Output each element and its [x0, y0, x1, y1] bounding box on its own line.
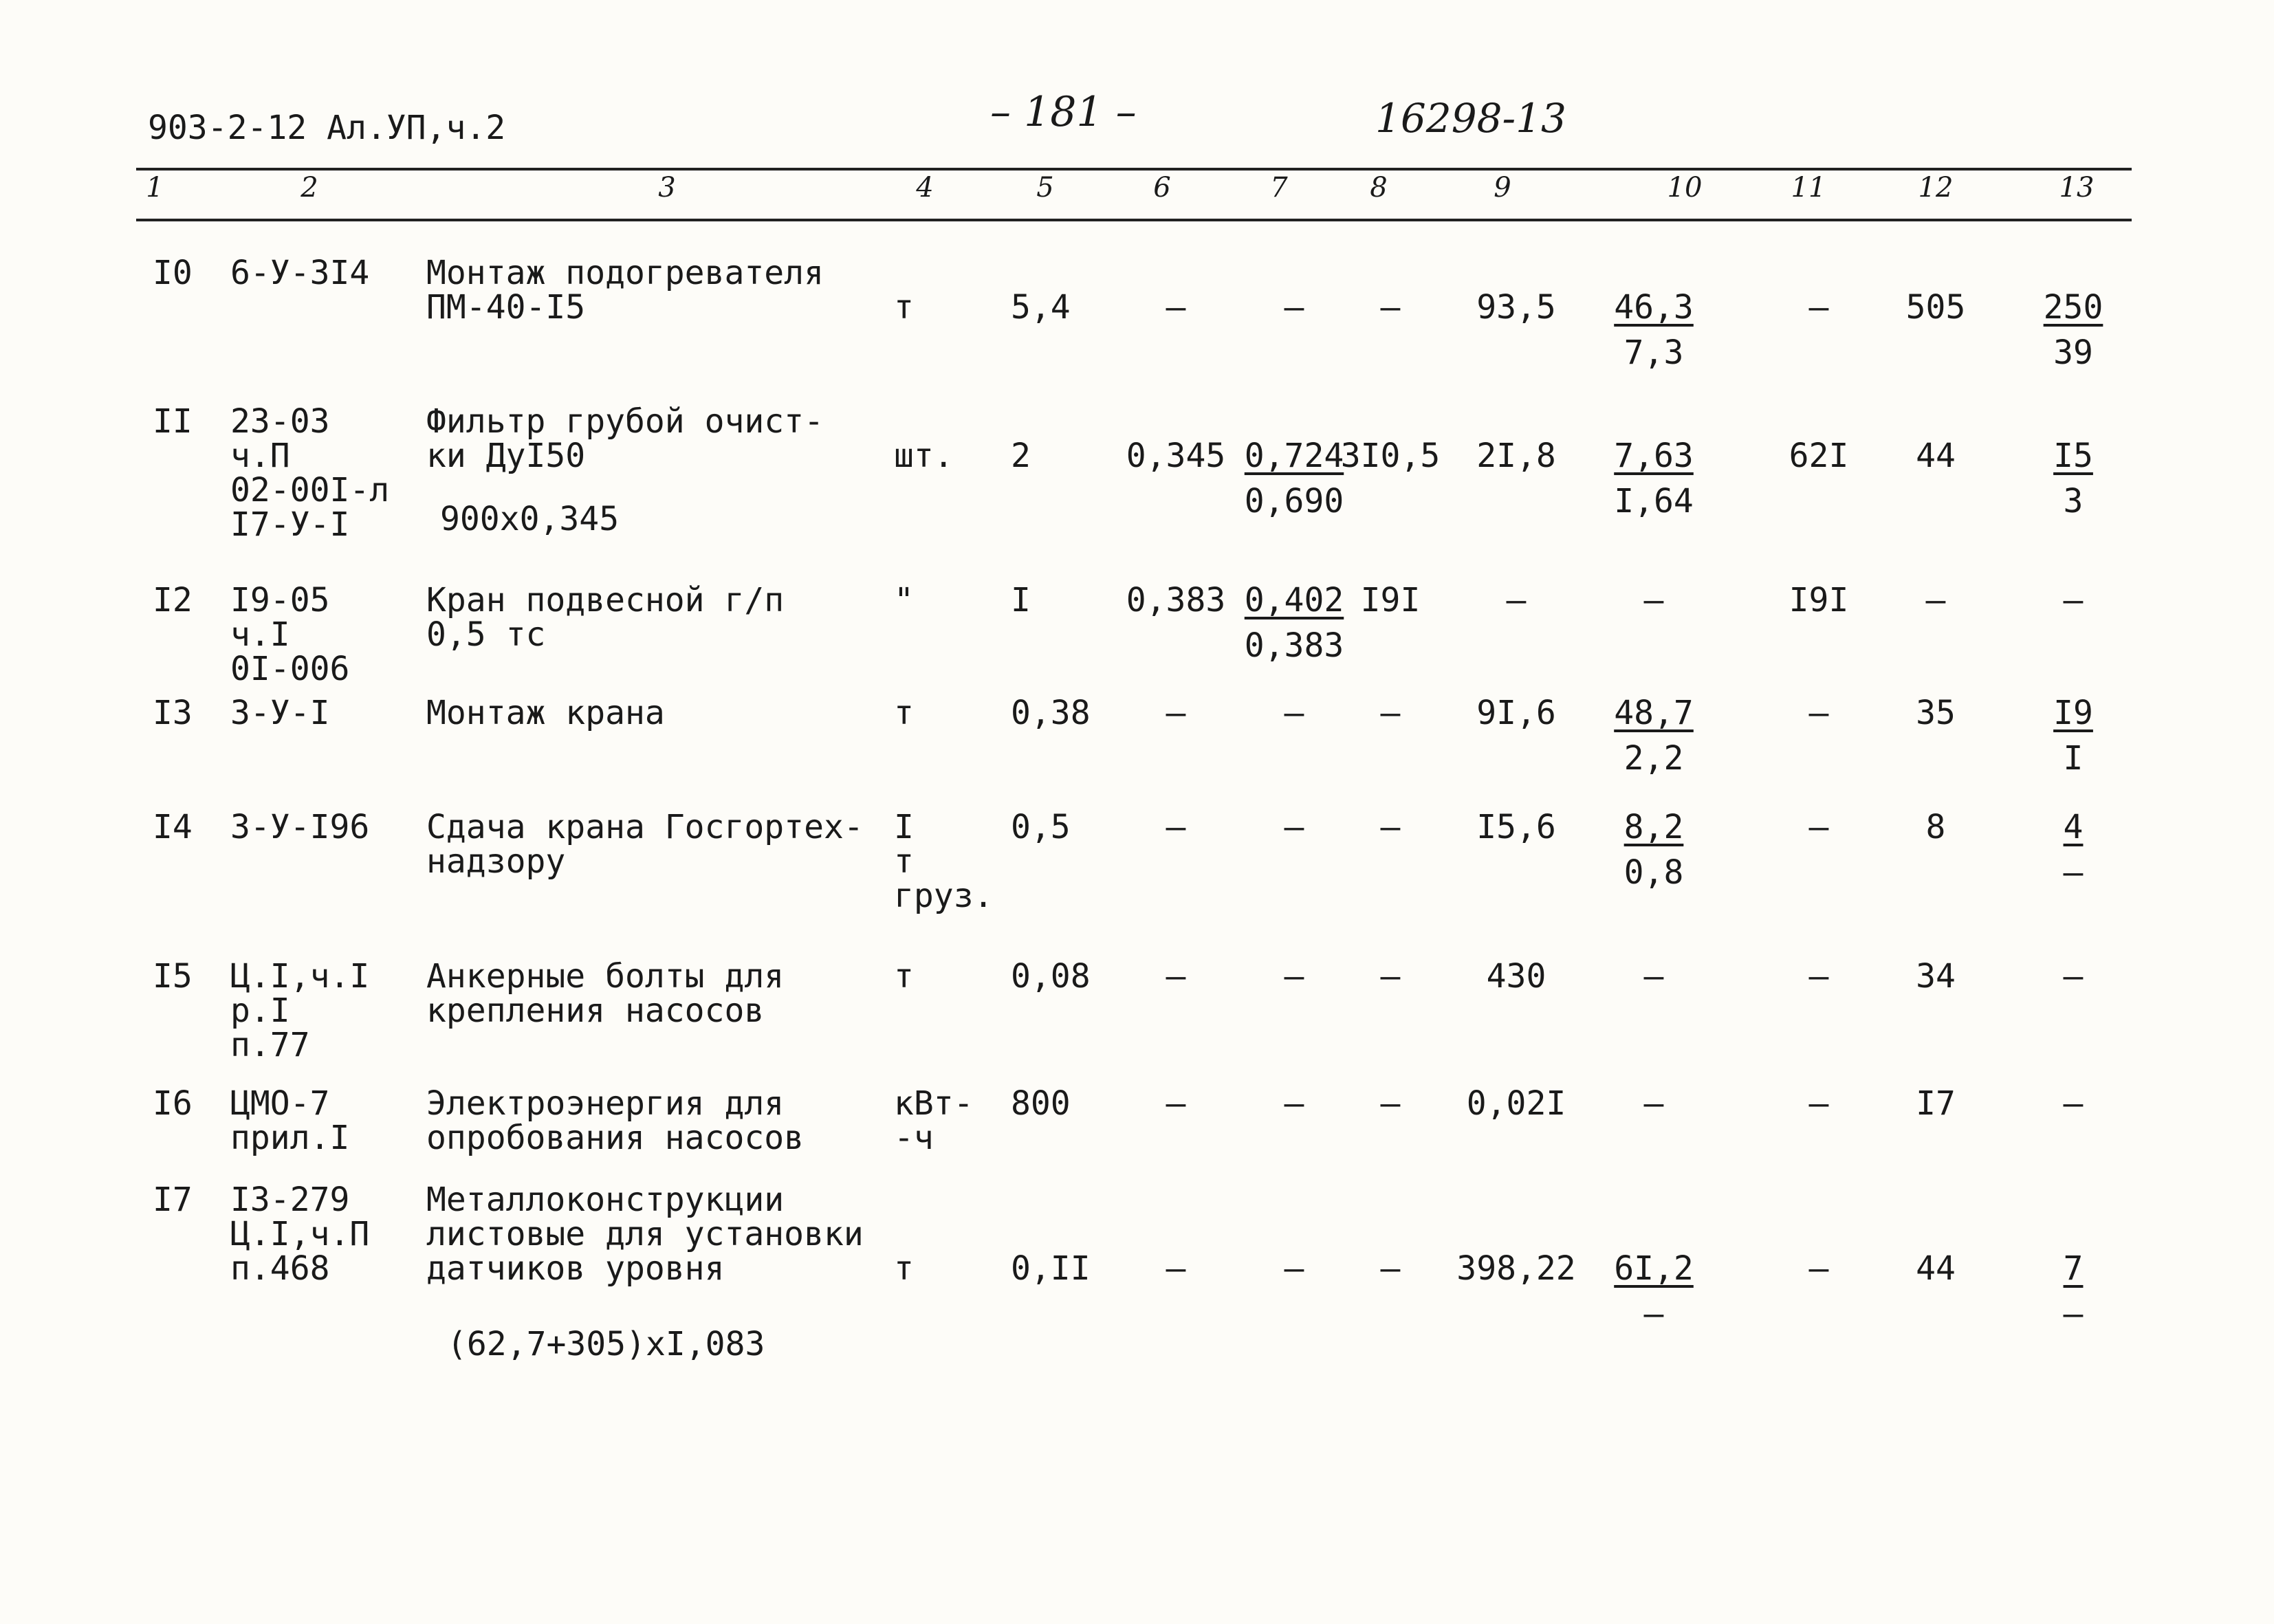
col8-value: 3I0,5: [1340, 437, 1441, 475]
col8-value: I9I: [1360, 581, 1421, 619]
column-number: 6: [1153, 172, 1171, 204]
unit-line: т: [894, 288, 914, 327]
reference-code-line: I9-05: [230, 581, 330, 619]
reference-code-line: Ц.I,ч.I: [230, 957, 370, 996]
col12-value: 505: [1905, 288, 1966, 327]
col12-value: 44: [1916, 437, 1956, 475]
col12-value: 34: [1916, 957, 1956, 996]
col10-value: [1614, 285, 1694, 375]
col13-value-numerator: I5: [2053, 437, 2093, 475]
unit: [894, 439, 954, 473]
row-number: I3: [153, 694, 193, 732]
quantity: 0,5: [1011, 808, 1071, 846]
reference-code: [230, 583, 349, 686]
col9-value: 93,5: [1476, 288, 1556, 327]
col10-value: [1614, 1246, 1694, 1337]
col13-value: [2064, 1081, 2084, 1126]
col13-value: [2038, 433, 2108, 524]
col8-value: –: [1380, 694, 1401, 732]
col6-value: –: [1166, 288, 1186, 327]
unit: [894, 1086, 974, 1155]
col8-value: –: [1380, 957, 1401, 996]
reference-code-line: ЦМО-7: [230, 1084, 330, 1123]
column-number: 2: [300, 172, 318, 204]
document-code: 903-2-12 Ал.УП,ч.2: [148, 109, 506, 147]
item-name: [426, 1183, 864, 1286]
column-number: 3: [658, 172, 676, 204]
col7-value: [1284, 285, 1304, 330]
col10-value: [1614, 690, 1694, 781]
item-note: 900x0,345: [440, 500, 620, 538]
column-number: 4: [916, 172, 934, 204]
item-name-line: листовые для установки: [426, 1215, 864, 1253]
col6-value: 0,383: [1126, 581, 1226, 619]
reference-code: [230, 810, 369, 844]
item-name-line: надзору: [426, 842, 566, 881]
col10-value-numerator: 48,7: [1614, 694, 1694, 732]
reference-code-line: п.468: [230, 1249, 330, 1288]
item-name-line: Монтаж крана: [426, 694, 665, 732]
reference-code: [230, 1183, 369, 1286]
item-name-line: Монтаж подогревателя: [426, 254, 824, 292]
reference-code-line: I7-У-I: [230, 505, 350, 544]
col11-value: –: [1808, 1084, 1829, 1123]
col12-value: I7: [1916, 1084, 1956, 1123]
col7-value-numerator: –: [1284, 957, 1304, 996]
col7-value-numerator: 0,402: [1244, 581, 1344, 619]
col10-value: [1644, 578, 1664, 623]
col11-value: –: [1808, 957, 1829, 996]
col7-value: [1245, 578, 1344, 668]
col6-value: –: [1166, 1249, 1186, 1288]
quantity: 2: [1011, 437, 1031, 475]
row-number: I2: [153, 581, 193, 619]
quantity: 0,II: [1011, 1249, 1091, 1288]
col13-value: [2048, 804, 2099, 895]
item-name-line: датчиков уровня: [426, 1249, 725, 1288]
row-number: I5: [153, 957, 193, 996]
column-number: 10: [1667, 172, 1703, 204]
quantity: I: [1011, 581, 1031, 619]
unit: [894, 959, 914, 994]
item-name-line: Электроэнергия для: [426, 1084, 785, 1123]
header-rule-top: [136, 168, 2132, 171]
col12-value: –: [1925, 581, 1946, 619]
unit: [894, 1251, 914, 1286]
col7-value-numerator: –: [1284, 808, 1304, 846]
col10-value: [1644, 954, 1664, 999]
quantity: 0,08: [1011, 957, 1091, 996]
col13-value: [2029, 285, 2119, 375]
col9-value: 0,02I: [1466, 1084, 1566, 1123]
item-name: [426, 1086, 804, 1155]
unit-line: груз.: [894, 877, 994, 915]
unit-line: ": [894, 581, 914, 619]
item-name-line: Кран подвесной г/п: [426, 581, 785, 619]
item-name-line: ПМ-40-I5: [426, 288, 586, 327]
item-note: (62,7+305)xI,083: [447, 1325, 765, 1363]
col10-value: [1644, 1081, 1664, 1126]
unit-line: кВт-: [894, 1084, 974, 1123]
row-number: I7: [153, 1181, 193, 1219]
reference-code-line: 3-У-I96: [230, 808, 370, 846]
col12-value: 35: [1916, 694, 1956, 732]
col6-value: –: [1166, 694, 1186, 732]
col11-value: –: [1808, 288, 1829, 327]
unit-line: т: [894, 842, 914, 881]
column-number: 1: [146, 172, 164, 204]
row-number: I6: [153, 1084, 193, 1123]
col6-value: –: [1166, 808, 1186, 846]
col8-value: –: [1380, 1084, 1401, 1123]
quantity: 800: [1011, 1084, 1071, 1123]
col7-value: [1245, 433, 1344, 524]
col13-value: [2038, 690, 2108, 781]
col9-value: I5,6: [1476, 808, 1556, 846]
unit-line: т: [894, 1249, 914, 1288]
col7-value-numerator: –: [1284, 1249, 1304, 1288]
col10-value-numerator: –: [1643, 581, 1664, 619]
col7-value: [1284, 954, 1304, 999]
col10-value-denominator: 7,3: [1623, 333, 1684, 372]
col10-value-numerator: –: [1643, 957, 1664, 996]
col11-value: I9I: [1789, 581, 1849, 619]
col11-value: 62I: [1789, 437, 1849, 475]
col10-value-numerator: 7,63: [1614, 437, 1694, 475]
item-name: [426, 583, 784, 652]
column-number: 13: [2059, 172, 2095, 204]
col11-value: –: [1808, 1249, 1829, 1288]
header-rule-bottom: [136, 219, 2132, 221]
reference-code-line: 6-У-3I4: [230, 254, 370, 292]
reference-code-line: прил.I: [230, 1119, 350, 1157]
column-number: 8: [1370, 172, 1388, 204]
col13-value-denominator: –: [2063, 1295, 2084, 1333]
item-name-line: Сдача крана Госгортех-: [426, 808, 864, 846]
col13-value-denominator: 3: [2063, 482, 2084, 520]
col13-value: [2064, 578, 2084, 623]
unit-line: шт.: [894, 437, 954, 475]
col7-value-numerator: –: [1284, 694, 1304, 732]
item-name: [426, 959, 784, 1028]
col13-value-numerator: –: [2063, 957, 2084, 996]
quantity: 0,38: [1011, 694, 1091, 732]
item-name: [426, 404, 824, 473]
item-name-line: ки ДуI50: [426, 437, 586, 475]
item-name-line: опробования насосов: [426, 1119, 805, 1157]
reference-code-line: ч.I: [230, 615, 290, 654]
col9-value: 9I,6: [1476, 694, 1556, 732]
row-number: I0: [153, 254, 193, 292]
col10-value: [1614, 433, 1694, 524]
col10-value-denominator: –: [1643, 1295, 1664, 1333]
unit: [894, 583, 914, 617]
col7-value: [1284, 1081, 1304, 1126]
col8-value: –: [1380, 288, 1401, 327]
col13-value-denominator: 39: [2053, 333, 2093, 372]
album-number: 16298-13: [1375, 95, 1566, 142]
unit: [894, 810, 994, 913]
col6-value: 0,345: [1126, 437, 1226, 475]
unit: [894, 290, 914, 325]
col12-value: 8: [1925, 808, 1946, 846]
reference-code-line: Ц.I,ч.П: [230, 1215, 370, 1253]
col8-value: –: [1380, 1249, 1401, 1288]
reference-code: [230, 256, 369, 290]
reference-code-line: ч.П: [230, 437, 290, 475]
item-name-line: крепления насосов: [426, 991, 765, 1030]
col13-value-numerator: –: [2063, 581, 2084, 619]
col7-value-numerator: 0,724: [1244, 437, 1344, 475]
col11-value: –: [1808, 694, 1829, 732]
col13-value-numerator: 250: [2043, 288, 2103, 327]
reference-code-line: 0I-006: [230, 650, 350, 688]
col7-value-numerator: –: [1284, 1084, 1304, 1123]
item-name-line: Анкерные болты для: [426, 957, 785, 996]
column-number: 9: [1494, 172, 1511, 204]
unit-line: т: [894, 694, 914, 732]
reference-code-line: I3-279: [230, 1181, 350, 1219]
col13-value-numerator: I9: [2053, 694, 2093, 732]
item-name-line: Фильтр грубой очист-: [426, 402, 824, 441]
col6-value: –: [1166, 1084, 1186, 1123]
unit-line: -ч: [894, 1119, 934, 1157]
reference-code-line: р.I: [230, 991, 290, 1030]
col13-value-numerator: 4: [2063, 808, 2084, 846]
reference-code: [230, 1086, 349, 1155]
item-name-line: Металлоконструкции: [426, 1181, 785, 1219]
col7-value: [1284, 1246, 1304, 1291]
col10-value-numerator: 8,2: [1623, 808, 1684, 846]
item-name: [426, 256, 824, 325]
col7-value: [1284, 804, 1304, 850]
col9-value: –: [1506, 581, 1527, 619]
col7-value-denominator: 0,383: [1244, 626, 1344, 665]
page-number: – 181 –: [990, 88, 1137, 136]
col9-value: 430: [1486, 957, 1546, 996]
col13-value-denominator: –: [2063, 853, 2084, 892]
col7-value-denominator: 0,690: [1244, 482, 1344, 520]
col6-value: –: [1166, 957, 1186, 996]
col7-value-numerator: –: [1284, 288, 1304, 327]
col10-value-numerator: 46,3: [1614, 288, 1694, 327]
column-number: 12: [1918, 172, 1954, 204]
reference-code-line: 02-00I-л: [230, 471, 390, 509]
col10-value-denominator: 0,8: [1623, 853, 1684, 892]
col8-value: –: [1380, 808, 1401, 846]
unit-line: т: [894, 957, 914, 996]
row-number: I4: [153, 808, 193, 846]
column-number: 7: [1270, 172, 1288, 204]
col9-value: 2I,8: [1476, 437, 1556, 475]
reference-code: [230, 404, 389, 542]
col10-value-denominator: 2,2: [1623, 739, 1684, 778]
col10-value-numerator: 6I,2: [1614, 1249, 1694, 1288]
col11-value: –: [1808, 808, 1829, 846]
col12-value: 44: [1916, 1249, 1956, 1288]
row-number: II: [153, 402, 193, 441]
col7-value: [1284, 690, 1304, 736]
col13-value: [2064, 954, 2084, 999]
col10-value-numerator: –: [1643, 1084, 1664, 1123]
reference-code: [230, 696, 330, 730]
item-name: [426, 810, 864, 879]
column-number: 11: [1791, 172, 1826, 204]
reference-code: [230, 959, 369, 1062]
unit-line: I: [894, 808, 914, 846]
col10-value-denominator: I,64: [1614, 482, 1694, 520]
unit: [894, 696, 914, 730]
col13-value-denominator: I: [2063, 739, 2084, 778]
quantity: 5,4: [1011, 288, 1071, 327]
col10-value: [1624, 804, 1684, 895]
item-name-line: 0,5 тс: [426, 615, 546, 654]
col13-value-numerator: 7: [2063, 1249, 2084, 1288]
reference-code-line: 3-У-I: [230, 694, 330, 732]
col13-value-numerator: –: [2063, 1084, 2084, 1123]
column-number: 5: [1036, 172, 1054, 204]
reference-code-line: п.77: [230, 1026, 310, 1064]
col13-value: [2048, 1246, 2099, 1337]
item-name: [426, 696, 665, 730]
reference-code-line: 23-03: [230, 402, 330, 441]
col9-value: 398,22: [1456, 1249, 1576, 1288]
